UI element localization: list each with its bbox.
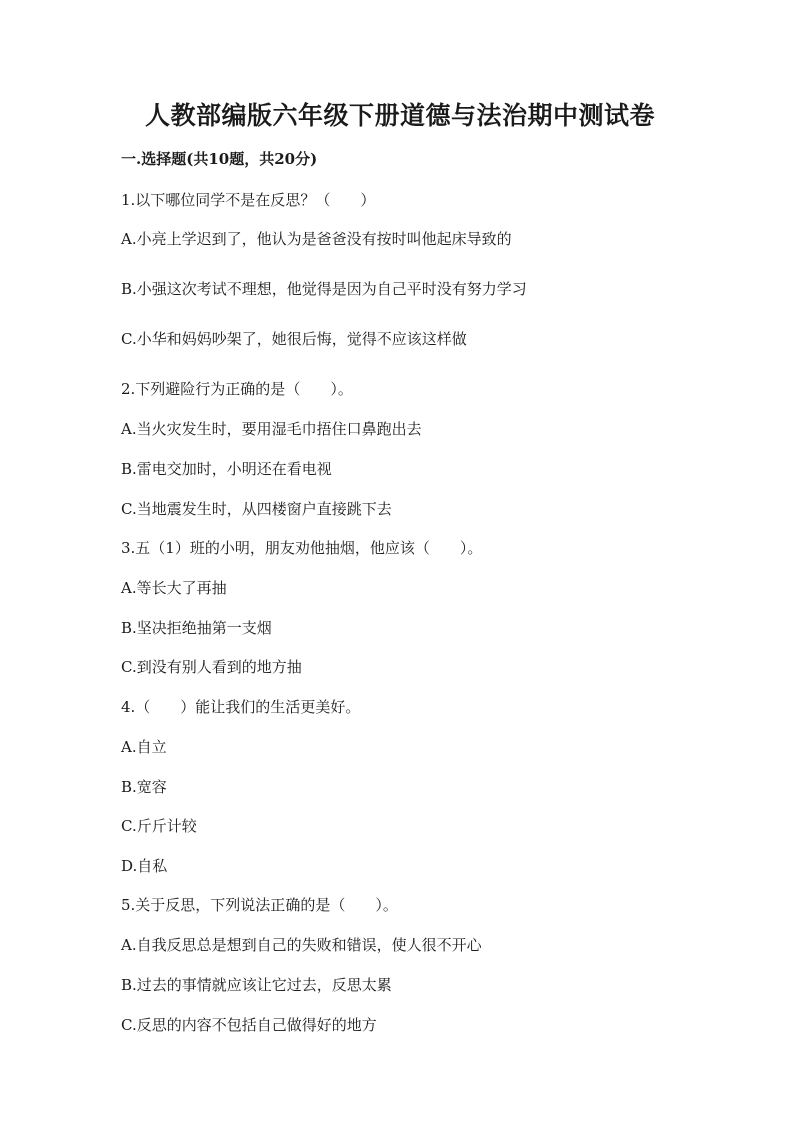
question-3-option-b: B.坚决拒绝抽第一支烟: [121, 619, 272, 637]
question-2-option-a: A.当火灾发生时，要用湿毛巾捂住口鼻跑出去: [121, 420, 422, 438]
question-3-option-c: C.到没有别人看到的地方抽: [121, 658, 302, 676]
question-2-option-b: B.雷电交加时，小明还在看电视: [121, 460, 332, 478]
question-5-option-b: B.过去的事情就应该让它过去，反思太累: [121, 976, 392, 994]
question-3-stem: 3.五（1）班的小明，朋友劝他抽烟，他应该（ ）。: [121, 539, 483, 557]
section-heading: 一.选择题(共10题，共20分): [121, 150, 318, 168]
question-2-option-c: C.当地震发生时，从四楼窗户直接跳下去: [121, 500, 392, 518]
question-5-option-c: C.反思的内容不包括自己做得好的地方: [121, 1016, 377, 1034]
question-5-option-a: A.自我反思总是想到自己的失败和错误，使人很不开心: [121, 936, 482, 954]
question-3-option-a: A.等长大了再抽: [121, 579, 227, 597]
question-4-option-d: D.自私: [121, 857, 168, 875]
question-4-option-a: A.自立: [121, 738, 167, 756]
question-4-stem: 4.（ ）能让我们的生活更美好。: [121, 698, 361, 716]
exam-title: 人教部编版六年级下册道德与法治期中测试卷: [144, 101, 655, 130]
question-4-option-b: B.宽容: [121, 778, 167, 796]
question-4-option-c: C.斤斤计较: [121, 817, 197, 835]
question-1-option-b: B.小强这次考试不理想，他觉得是因为自己平时没有努力学习: [121, 280, 527, 298]
question-5-stem: 5.关于反思，下列说法正确的是（ ）。: [121, 896, 398, 914]
question-2-stem: 2.下列避险行为正确的是（ ）。: [121, 380, 353, 398]
question-1-stem: 1.以下哪位同学不是在反思？（ ）: [121, 191, 376, 209]
question-1-option-c: C.小华和妈妈吵架了，她很后悔，觉得不应该这样做: [121, 330, 467, 348]
question-1-option-a: A.小亮上学迟到了，他认为是爸爸没有按时叫他起床导致的: [121, 230, 512, 248]
